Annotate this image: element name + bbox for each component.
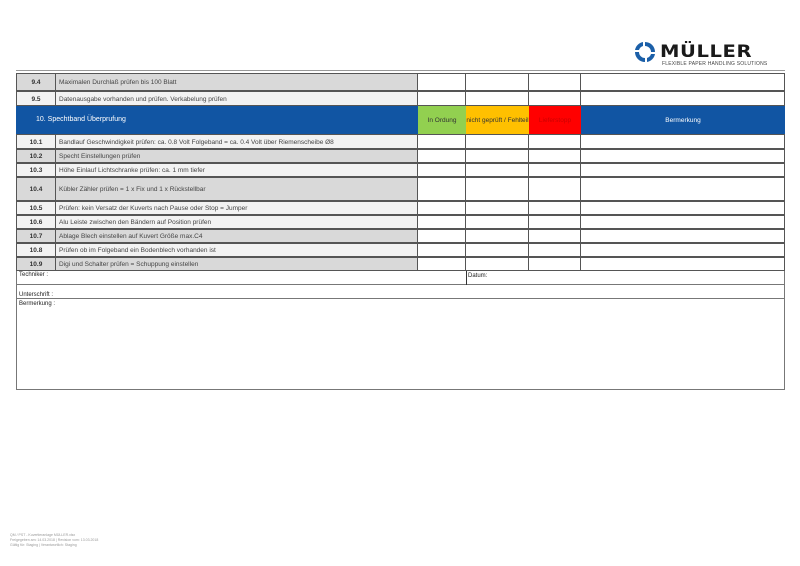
- item-number: 10.9: [16, 257, 56, 271]
- remark-cell[interactable]: [581, 163, 785, 177]
- technician-field[interactable]: [17, 271, 467, 285]
- item-description: Datenausgabe vorhanden und prüfen. Verkabelung prüfen: [56, 91, 418, 106]
- item-number: 10.1: [16, 134, 56, 149]
- checklist-row: [16, 73, 785, 91]
- check-stop-cell[interactable]: [529, 134, 581, 149]
- check-missing-cell[interactable]: [466, 215, 529, 229]
- check-stop-cell[interactable]: [529, 163, 581, 177]
- checklist-row: [16, 134, 785, 149]
- remark-cell[interactable]: [581, 215, 785, 229]
- check-stop-cell[interactable]: [529, 243, 581, 257]
- technician-label: Techniker :: [19, 272, 49, 278]
- column-header-remark: Bermerkung: [581, 106, 785, 134]
- check-ok-cell[interactable]: [416, 177, 466, 201]
- item-description: Specht Einstellungen prüfen: [56, 149, 418, 163]
- check-ok-cell[interactable]: [416, 201, 466, 215]
- check-missing-cell[interactable]: [466, 134, 529, 149]
- checklist-row: [16, 177, 785, 201]
- column-header-ok: In Ordung: [418, 106, 466, 134]
- date-label: Datum:: [468, 273, 488, 279]
- section-title: 10. Spechtband Überprufung: [36, 116, 126, 123]
- check-missing-cell[interactable]: [466, 91, 529, 106]
- column-header-missing: nicht geprüft / Fehlteil: [466, 106, 529, 134]
- checklist-row: [16, 229, 785, 243]
- check-ok-cell[interactable]: [416, 149, 466, 163]
- item-number: 10.2: [16, 149, 56, 163]
- remark-cell[interactable]: [581, 134, 785, 149]
- technician-row: [17, 271, 784, 285]
- header-divider: [16, 70, 785, 71]
- check-missing-cell[interactable]: [466, 201, 529, 215]
- check-stop-cell[interactable]: [529, 177, 581, 201]
- check-missing-cell[interactable]: [466, 257, 529, 271]
- item-description: Alu Leiste zwischen den Bändern auf Position prüfen: [56, 215, 418, 229]
- item-description: Bandlauf Geschwindigkeit prüfen: ca. 0.8 Volt Folgeband = ca. 0.4 Volt über Riemenscheibe Ø8: [56, 134, 418, 149]
- check-ok-cell[interactable]: [416, 134, 466, 149]
- check-missing-cell[interactable]: [466, 73, 529, 91]
- remark-cell[interactable]: [581, 177, 785, 201]
- item-number: 10.7: [16, 229, 56, 243]
- logo-swirl-icon: [632, 40, 658, 64]
- check-stop-cell[interactable]: [529, 229, 581, 243]
- checklist-row: [16, 149, 785, 163]
- item-description: Maximalen Durchlaß prüfen bis 100 Blatt: [56, 73, 418, 91]
- remark-cell[interactable]: [581, 91, 785, 106]
- check-stop-cell[interactable]: [529, 149, 581, 163]
- remark-cell[interactable]: [581, 149, 785, 163]
- checklist-row: [16, 163, 785, 177]
- check-ok-cell[interactable]: [416, 215, 466, 229]
- check-missing-cell[interactable]: [466, 243, 529, 257]
- check-missing-cell[interactable]: [466, 163, 529, 177]
- item-number: 10.3: [16, 163, 56, 177]
- check-stop-cell[interactable]: [529, 91, 581, 106]
- footer-line-2: Freigegeben am: 14.03.2018 | Revision vom: 13.03.2018: [10, 538, 99, 542]
- document-footer: [10, 533, 98, 548]
- check-missing-cell[interactable]: [466, 177, 529, 201]
- remark-cell[interactable]: [581, 73, 785, 91]
- check-stop-cell[interactable]: [529, 73, 581, 91]
- footer-line-3: Gültig für: Staging | Verantwortlich: Staging: [10, 543, 77, 547]
- item-description: Digi und Schalter prüfen = Schuppung einstellen: [56, 257, 418, 271]
- checklist-row: [16, 91, 785, 106]
- signature-form: [16, 271, 785, 390]
- item-description: Prüfen: kein Versatz der Kuverts nach Pause oder Stop = Jumper: [56, 201, 418, 215]
- item-number: 10.6: [16, 215, 56, 229]
- date-field[interactable]: [467, 271, 785, 285]
- check-ok-cell[interactable]: [416, 73, 466, 91]
- item-number: 10.8: [16, 243, 56, 257]
- item-description: Ablage Blech einstellen auf Kuvert Größe max.C4: [56, 229, 418, 243]
- remark-label: Bermerkung :: [19, 301, 56, 307]
- footer-line-1: QM / PST - Kuvertieranlage MÜLLER.xlsx: [10, 533, 76, 537]
- checklist-row: [16, 201, 785, 215]
- check-stop-cell[interactable]: [529, 257, 581, 271]
- check-missing-cell[interactable]: [466, 229, 529, 243]
- item-description: Prüfen ob im Folgeband ein Bodenblech vorhanden ist: [56, 243, 418, 257]
- item-number: 9.4: [16, 73, 56, 91]
- item-description: Kübler Zähler prüfen = 1 x Fix und 1 x Rückstellbar: [56, 177, 418, 201]
- checklist-row: [16, 257, 785, 271]
- check-ok-cell[interactable]: [416, 163, 466, 177]
- signature-label: Unterschrift :: [19, 292, 54, 298]
- remark-cell[interactable]: [581, 229, 785, 243]
- check-ok-cell[interactable]: [416, 229, 466, 243]
- check-missing-cell[interactable]: [466, 149, 529, 163]
- item-description: Höhe Einlauf Lichtschranke prüfen: ca. 1 mm tiefer: [56, 163, 418, 177]
- remark-cell[interactable]: [581, 243, 785, 257]
- column-header-stop: Lieferstopp: [529, 106, 581, 134]
- signature-row[interactable]: [17, 285, 784, 299]
- section-header: [16, 106, 785, 134]
- check-ok-cell[interactable]: [416, 243, 466, 257]
- check-ok-cell[interactable]: [416, 91, 466, 106]
- item-number: 9.5: [16, 91, 56, 106]
- logo-brand-text: MÜLLER: [660, 42, 753, 62]
- check-stop-cell[interactable]: [529, 201, 581, 215]
- checklist-row: [16, 243, 785, 257]
- remark-cell[interactable]: [581, 201, 785, 215]
- checklist-row: [16, 215, 785, 229]
- check-ok-cell[interactable]: [416, 257, 466, 271]
- check-stop-cell[interactable]: [529, 215, 581, 229]
- item-number: 10.5: [16, 201, 56, 215]
- remark-area[interactable]: [17, 299, 784, 389]
- company-logo: [632, 40, 768, 70]
- logo-tagline: FLEXIBLE PAPER HANDLING SOLUTIONS: [662, 61, 768, 67]
- remark-cell[interactable]: [581, 257, 785, 271]
- item-number: 10.4: [16, 177, 56, 201]
